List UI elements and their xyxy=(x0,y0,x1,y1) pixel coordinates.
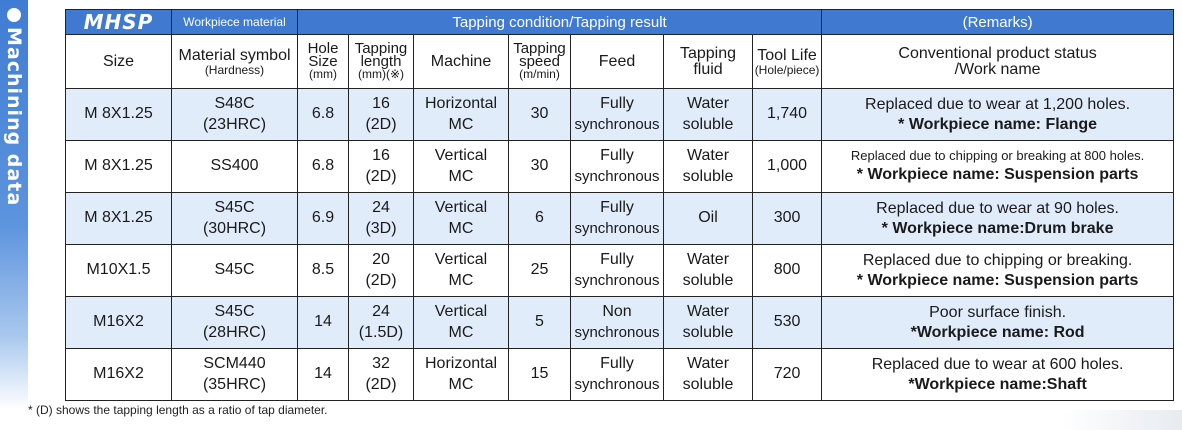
size-cell: M16X2 xyxy=(66,297,172,349)
machine-cell: Vertical MC xyxy=(414,193,509,245)
feed-cell: Fully synchronous xyxy=(571,141,664,193)
length-cell: 20 (2D) xyxy=(349,245,414,297)
hole-cell: 14 xyxy=(298,349,349,401)
feed-cell: Fully synchronous xyxy=(571,245,664,297)
life-cell: 800 xyxy=(753,245,822,297)
size-cell: M 8X1.25 xyxy=(66,89,172,141)
fluid-header: Tapping fluid xyxy=(664,35,753,89)
remarks-header: (Remarks) xyxy=(822,10,1174,35)
hole-size-header: Hole Size (mm) xyxy=(298,35,349,89)
machine-cell: Horizontal MC xyxy=(414,349,509,401)
footnote: * (D) shows the tapping length as a ratio of tap diameter. xyxy=(28,403,328,417)
machine-cell: Horizontal MC xyxy=(414,89,509,141)
length-cell: 16 (2D) xyxy=(349,89,414,141)
remark-cell: Poor surface finish. *Workpiece name: Rod xyxy=(822,297,1174,349)
bullet-icon xyxy=(7,8,21,22)
fluid-cell: Water soluble xyxy=(664,89,753,141)
material-symbol-header: Material symbol (Hardness) xyxy=(172,35,298,89)
fluid-cell: Water soluble xyxy=(664,297,753,349)
life-cell: 720 xyxy=(753,349,822,401)
tapping-group-header: Tapping condition/Tapping result xyxy=(298,10,822,35)
life-cell: 300 xyxy=(753,193,822,245)
material-cell: SS400 xyxy=(172,141,298,193)
sidebar-tab xyxy=(0,0,28,410)
fluid-cell: Water soluble xyxy=(664,349,753,401)
tapping-speed-header: Tapping speed (m/min) xyxy=(509,35,571,89)
feed-cell: Fully synchronous xyxy=(571,89,664,141)
fluid-cell: Water soluble xyxy=(664,141,753,193)
length-cell: 24 (1.5D) xyxy=(349,297,414,349)
length-cell: 16 (2D) xyxy=(349,141,414,193)
material-cell: S45C (28HRC) xyxy=(172,297,298,349)
feed-header: Feed xyxy=(571,35,664,89)
hole-cell: 14 xyxy=(298,297,349,349)
life-cell: 1,740 xyxy=(753,89,822,141)
machine-cell: Vertical MC xyxy=(414,141,509,193)
machining-data-table xyxy=(65,9,1174,401)
size-cell: M10X1.5 xyxy=(66,245,172,297)
remark-cell: Replaced due to chipping or breaking at 800 holes. * Workpiece name: Suspension parts xyxy=(822,141,1174,193)
length-cell: 24 (3D) xyxy=(349,193,414,245)
material-cell: S45C xyxy=(172,245,298,297)
table-row xyxy=(66,349,1174,401)
fluid-cell: Water soluble xyxy=(664,245,753,297)
speed-cell: 15 xyxy=(509,349,571,401)
speed-cell: 30 xyxy=(509,89,571,141)
tool-life-header: Tool Life (Hole/piece) xyxy=(753,35,822,89)
remark-cell: Replaced due to wear at 600 holes. *Workpiece name:Shaft xyxy=(822,349,1174,401)
status-header: Conventional product status /Work name xyxy=(822,35,1174,89)
speed-cell: 30 xyxy=(509,141,571,193)
table-row xyxy=(66,297,1174,349)
feed-cell: Fully synchronous xyxy=(571,193,664,245)
sidebar-label: Machining data xyxy=(3,27,25,207)
remark-cell: Replaced due to wear at 90 holes. * Workpiece name:Drum brake xyxy=(822,193,1174,245)
machine-cell: Vertical MC xyxy=(414,297,509,349)
table-row xyxy=(66,89,1174,141)
machine-cell: Vertical MC xyxy=(414,245,509,297)
size-cell: M 8X1.25 xyxy=(66,141,172,193)
size-header: Size xyxy=(66,35,172,89)
speed-cell: 25 xyxy=(509,245,571,297)
header-row xyxy=(66,10,1174,35)
life-cell: 1,000 xyxy=(753,141,822,193)
length-cell: 32 (2D) xyxy=(349,349,414,401)
subheader-row xyxy=(66,35,1174,89)
speed-cell: 5 xyxy=(509,297,571,349)
feed-cell: Fully synchronous xyxy=(571,349,664,401)
size-cell: M 8X1.25 xyxy=(66,193,172,245)
speed-cell: 6 xyxy=(509,193,571,245)
material-cell: S48C (23HRC) xyxy=(172,89,298,141)
remark-cell: Replaced due to chipping or breaking. * Workpiece name: Suspension parts xyxy=(822,245,1174,297)
hole-cell: 8.5 xyxy=(298,245,349,297)
machine-header: Machine xyxy=(414,35,509,89)
fluid-cell: Oil xyxy=(664,193,753,245)
table-row xyxy=(66,193,1174,245)
remark-cell: Replaced due to wear at 1,200 holes. * Workpiece name: Flange xyxy=(822,89,1174,141)
table-row xyxy=(66,245,1174,297)
material-cell: S45C (30HRC) xyxy=(172,193,298,245)
hole-cell: 6.9 xyxy=(298,193,349,245)
corner-shade xyxy=(1062,410,1182,430)
brand-cell: MHSP xyxy=(66,10,172,35)
tapping-length-header: Tapping length (mm)(※) xyxy=(349,35,414,89)
size-cell: M16X2 xyxy=(66,349,172,401)
feed-cell: Non synchronous xyxy=(571,297,664,349)
table-row xyxy=(66,141,1174,193)
hole-cell: 6.8 xyxy=(298,141,349,193)
material-cell: SCM440 (35HRC) xyxy=(172,349,298,401)
workpiece-material-header: Workpiece material xyxy=(172,10,298,35)
life-cell: 530 xyxy=(753,297,822,349)
hole-cell: 6.8 xyxy=(298,89,349,141)
